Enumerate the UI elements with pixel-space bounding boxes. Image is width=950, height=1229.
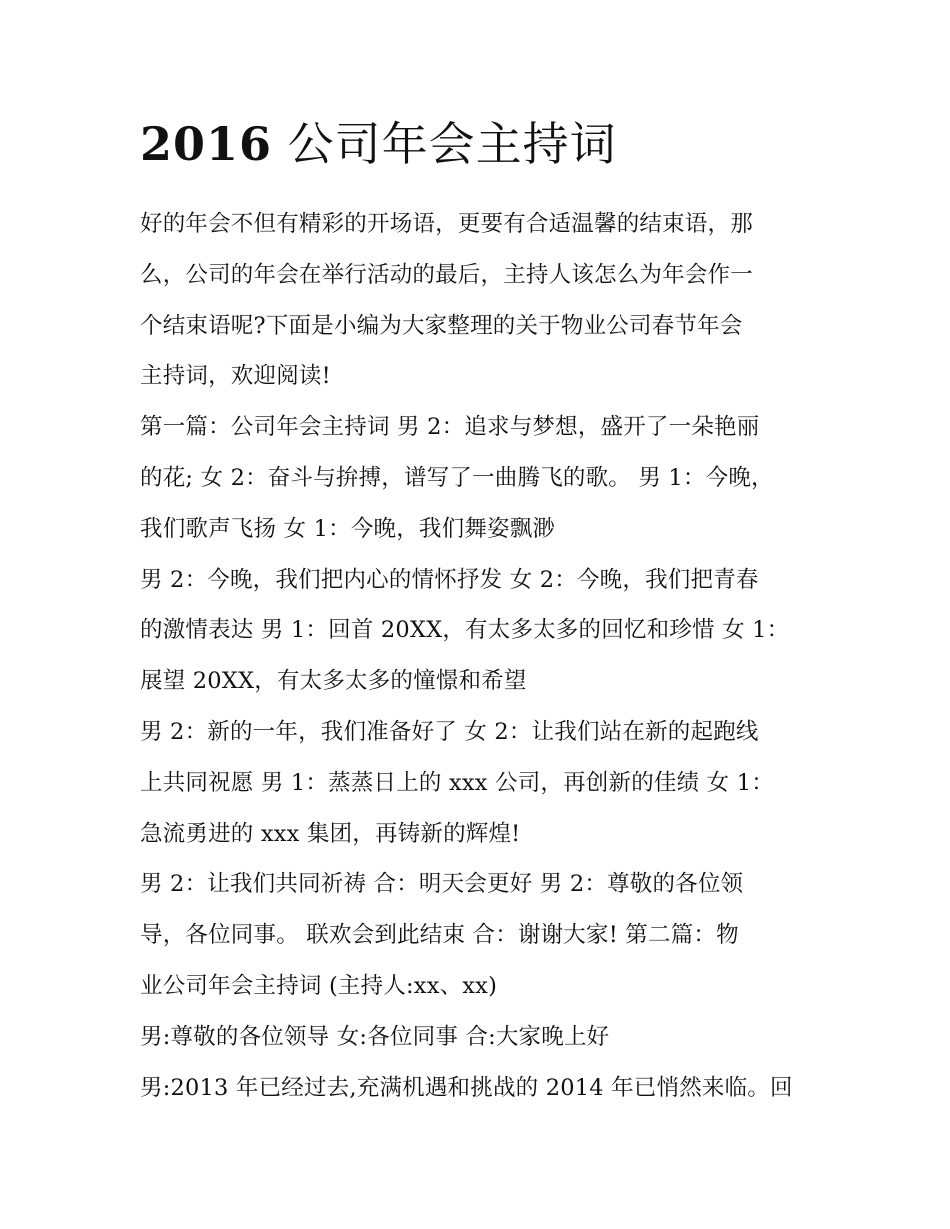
body-line: 导，各位同事。 联欢会到此结束 合：谢谢大家! 第二篇：物 — [140, 922, 739, 949]
body-line: 男 2：让我们共同祈祷 合：明天会更好 男 2：尊敬的各位领 — [140, 871, 744, 898]
body-line: 个结束语呢?下面是小编为大家整理的关于物业公司春节年会 — [140, 312, 743, 339]
body-line: 业公司年会主持词 (主持人:xx、xx) — [140, 972, 498, 999]
body-line: 男 2：新的一年，我们准备好了 女 2：让我们站在新的起跑线 — [140, 718, 759, 745]
body-line: 的花; 女 2：奋斗与拚搏，谱写了一曲腾飞的歌。 男 1：今晚， — [140, 464, 774, 491]
body-line: 好的年会不但有精彩的开场语，更要有合适温馨的结束语，那 — [140, 211, 753, 237]
body-line: 第一篇：公司年会主持词 男 2：追求与梦想，盛开了一朵艳丽 — [140, 414, 760, 441]
body-line: 男 2：今晚，我们把内心的情怀抒发 女 2：今晚，我们把青春 — [140, 566, 759, 593]
body-line: 急流勇进的 xxx 集团，再铸新的辉煌! — [140, 820, 521, 847]
title-year: 2016 — [140, 117, 273, 171]
body-line: 展望 20XX，有太多太多的憧憬和希望 — [140, 668, 527, 695]
title-text: 公司年会主持词 — [287, 117, 617, 171]
body-line: 男:2013 年已经过去,充满机遇和挑战的 2014 年已悄然来临。回 — [140, 1074, 793, 1101]
body-line: 我们歌声飞扬 女 1：今晚，我们舞姿飘渺 — [140, 515, 556, 542]
body-line: 上共同祝愿 男 1：蒸蒸日上的 xxx 公司，再创新的佳绩 女 1： — [140, 769, 774, 796]
document-body — [140, 199, 820, 1113]
body-line: 男:尊敬的各位领导 女:各位同事 合:大家晚上好 — [140, 1023, 610, 1050]
body-line: 的激情表达 男 1：回首 20XX，有太多太多的回忆和珍惜 女 1： — [140, 617, 790, 644]
body-line: 主持词，欢迎阅读! — [140, 363, 331, 390]
body-line: 么，公司的年会在举行活动的最后，主持人该怎么为年会作一 — [140, 261, 753, 288]
document-title — [140, 112, 617, 176]
